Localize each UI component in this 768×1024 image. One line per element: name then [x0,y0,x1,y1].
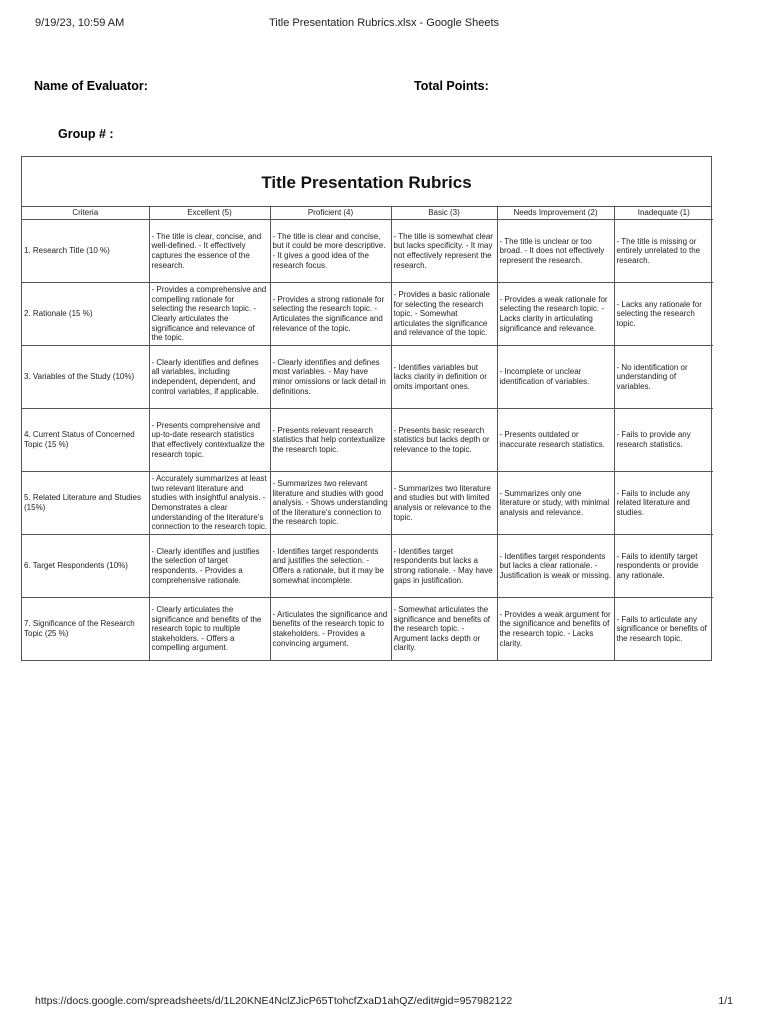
table-row [22,220,713,283]
column-header: Inadequate (1) [614,207,713,220]
rubric-cell: - The title is clear and concise, but it could be more descriptive. - It gives a good idea of the research focus. [270,220,391,283]
rubric-cell: - Fails to include any related literature and studies. [614,472,713,535]
rubric-cell: - Provides a weak argument for the significance and benefits of the research topic. - Lacks clarity. [497,598,614,661]
rubric-cell: - Fails to provide any research statistics. [614,409,713,472]
rubric-cell: - Provides a strong rationale for selecting the research topic. - Articulates the significance and relevance of the topic. [270,283,391,346]
criteria-cell: 6. Target Respondents (10%) [22,535,149,598]
rubric-cell: - No identification or understanding of variables. [614,346,713,409]
rubric-cell: - Articulates the significance and benefits of the research topic to stakeholders. - Provides a convincing argument. [270,598,391,661]
rubric-cell: - Clearly identifies and justifies the selection of target respondents. - Provides a comprehensive rationale. [149,535,270,598]
print-url: https://docs.google.com/spreadsheets/d/1L20KNE4NclZJicP65TtohcfZxaD1ahQZ/edit#gid=957982122 [35,995,513,1007]
rubric-cell: - Presents basic research statistics but lacks depth or relevance to the topic. [391,409,497,472]
rubric-cell: - Lacks any rationale for selecting the research topic. [614,283,713,346]
group-number-label: Group # : [58,127,114,141]
criteria-cell: 7. Significance of the Research Topic (25 %) [22,598,149,661]
rubric-cell: - Clearly identifies and defines most variables. - May have minor omissions or lack detail in definitions. [270,346,391,409]
rubric-cell: - Presents outdated or inaccurate research statistics. [497,409,614,472]
rubric-cell: - Incomplete or unclear identification of variables. [497,346,614,409]
rubric-cell: - Summarizes two literature and studies but with limited analysis or relevance to the topic. [391,472,497,535]
table-row [22,346,713,409]
rubric-cell: - The title is clear, concise, and well-defined. - It effectively captures the essence of the research. [149,220,270,283]
column-header: Criteria [22,207,149,220]
criteria-cell: 3. Variables of the Study (10%) [22,346,149,409]
rubric-cell: - Fails to articulate any significance or benefits of the research topic. [614,598,713,661]
rubric-cell: - The title is somewhat clear but lacks specificity. - It may not effectively represent the research. [391,220,497,283]
table-row [22,409,713,472]
rubric-table [22,207,713,660]
rubric-cell: - Identifies variables but lacks clarity in definition or omits important ones. [391,346,497,409]
rubric-cell: - Accurately summarizes at least two relevant literature and studies with insightful analysis. - Demonstrates a clear understanding of the literature's connection to the research topic. [149,472,270,535]
column-header: Excellent (5) [149,207,270,220]
header-row [22,207,713,220]
rubric-cell: - Identifies target respondents but lacks a strong rationale. - May have gaps in justification. [391,535,497,598]
column-header: Proficient (4) [270,207,391,220]
rubric-sheet [21,156,712,661]
column-header: Basic (3) [391,207,497,220]
sheet-title: Title Presentation Rubrics [22,157,711,207]
rubric-cell: - Identifies target respondents but lacks a clear rationale. - Justification is weak or missing. [497,535,614,598]
print-header [35,17,733,31]
rubric-cell: - Provides a basic rationale for selecting the research topic. - Somewhat articulates the significance and relevance of the topic. [391,283,497,346]
rubric-cell: - The title is missing or entirely unrelated to the research. [614,220,713,283]
rubric-cell: - Presents relevant research statistics that help contextualize the research topic. [270,409,391,472]
rubric-cell: - Identifies target respondents and justifies the selection. - Offers a rationale, but it may be somewhat incomplete. [270,535,391,598]
table-row [22,598,713,661]
rubric-cell: - Clearly articulates the significance and benefits of the research topic to multiple stakeholders. - Offers a compelling argument. [149,598,270,661]
rubric-cell: - Summarizes only one literature or study, with minimal analysis and relevance. [497,472,614,535]
rubric-cell: - Presents comprehensive and up-to-date research statistics that effectively contextualize the research topic. [149,409,270,472]
print-doc-title: Title Presentation Rubrics.xlsx - Google Sheets [268,17,500,29]
column-header: Needs Improvement (2) [497,207,614,220]
table-row [22,472,713,535]
criteria-cell: 1. Research Title (10 %) [22,220,149,283]
table-row [22,283,713,346]
print-datetime: 9/19/23, 10:59 AM [35,17,125,29]
rubric-cell: - Provides a weak rationale for selecting the research topic. - Lacks clarity in articulating significance and relevance. [497,283,614,346]
criteria-cell: 5. Related Literature and Studies (15%) [22,472,149,535]
evaluator-label: Name of Evaluator: [34,79,148,93]
page-number: 1/1 [718,995,733,1007]
rubric-cell: - Fails to identify target respondents or provide any rationale. [614,535,713,598]
criteria-cell: 2. Rationale (15 %) [22,283,149,346]
rubric-cell: - The title is unclear or too broad. - It does not effectively represent the research. [497,220,614,283]
total-points-label: Total Points: [414,79,489,93]
rubric-cell: - Provides a comprehensive and compelling rationale for selecting the research topic. - Clearly articulates the significance and relevance of the topic. [149,283,270,346]
rubric-cell: - Clearly identifies and defines all variables, including independent, dependent, and control variables, if applicable. [149,346,270,409]
rubric-cell: - Summarizes two relevant literature and studies with good analysis. - Shows understanding of the literature's connection to the research topic. [270,472,391,535]
rubric-cell: - Somewhat articulates the significance and benefits of the research topic. - Argument lacks depth or clarity. [391,598,497,661]
criteria-cell: 4. Current Status of Concerned Topic (15 %) [22,409,149,472]
print-footer [35,995,733,1007]
table-row [22,535,713,598]
